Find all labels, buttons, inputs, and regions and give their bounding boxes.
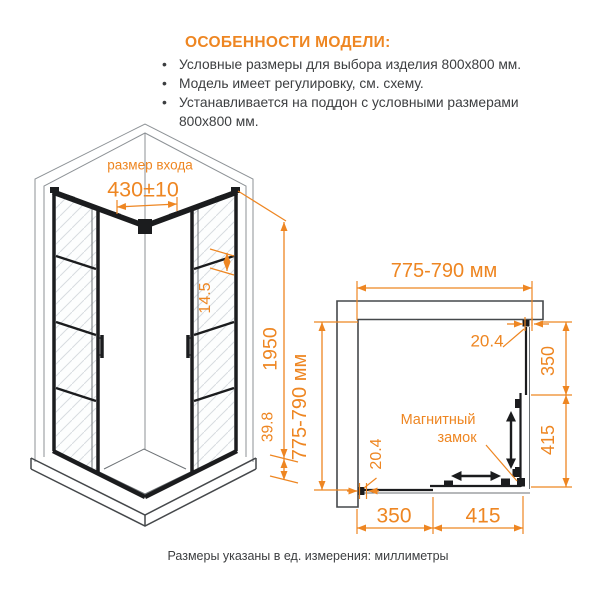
dim-total-height: 1950 bbox=[259, 327, 282, 371]
dim-entrance-label: размер входа bbox=[107, 157, 193, 173]
magnetic-lock-profile bbox=[517, 478, 525, 487]
rail-bracket bbox=[50, 187, 59, 193]
top-view bbox=[314, 281, 572, 534]
roller bbox=[515, 399, 522, 408]
dim-plan-depth: 775-790 мм bbox=[289, 353, 311, 461]
slide-arrow-horizontal bbox=[451, 471, 501, 481]
roller bbox=[444, 481, 453, 487]
dim-entrance-size: 430±10 bbox=[107, 177, 179, 202]
units-note: Размеры указаны в ед. измерения: миллиметры bbox=[167, 549, 449, 563]
magnetic-lock-profile bbox=[513, 469, 519, 477]
wall-connector bbox=[523, 320, 530, 327]
left-glass-wall bbox=[50, 187, 145, 497]
feature-item: • Условные размеры для выбора изделия 800x800 мм. bbox=[160, 55, 572, 74]
dim-gap-bottom-left: 20.4 bbox=[368, 438, 385, 470]
slide-arrow-vertical bbox=[506, 411, 516, 469]
corner-bracket bbox=[138, 219, 152, 234]
magnet-lock-label-line1: Магнитный bbox=[400, 411, 476, 428]
right-glass-wall bbox=[145, 187, 240, 497]
dim-bottom-fixed: 350 bbox=[376, 504, 412, 528]
dim-plan-width: 775-790 мм bbox=[390, 260, 498, 282]
dim-bottom-door: 415 bbox=[465, 504, 501, 528]
roller bbox=[501, 479, 510, 486]
magnet-lock-label-line2: замок bbox=[437, 429, 477, 446]
feature-item: • Устанавливается на поддон с условными размерами 800x800 мм. bbox=[160, 93, 572, 131]
dim-tray-height: 39.8 bbox=[259, 411, 277, 443]
dim-gap-top-right: 20.4 bbox=[470, 331, 504, 351]
dim-right-fixed: 350 bbox=[538, 345, 558, 377]
dim-rail-height: 14.5 bbox=[197, 282, 214, 314]
feature-item: • Модель имеет регулировку, см. схему. bbox=[160, 74, 572, 93]
features-title: ОСОБЕННОСТИ МОДЕЛИ: bbox=[185, 34, 391, 51]
dim-right-door: 415 bbox=[538, 424, 558, 456]
